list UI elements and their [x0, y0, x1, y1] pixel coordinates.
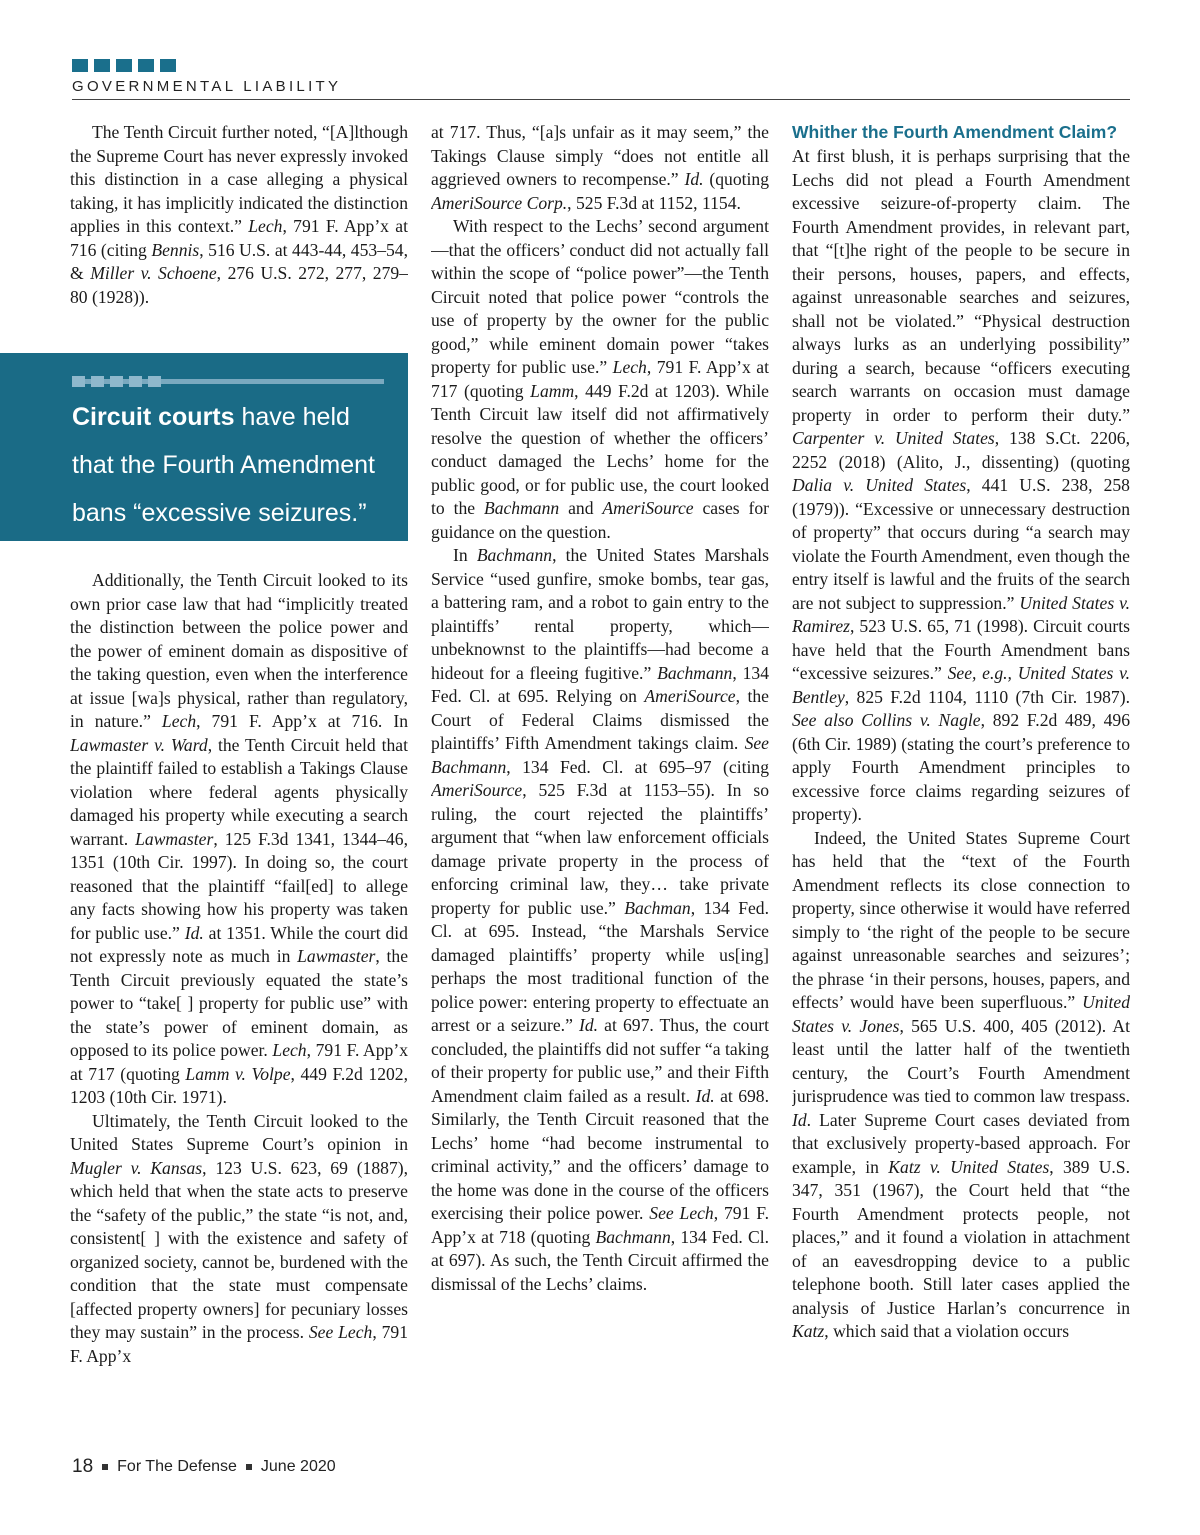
- text-run: at 698. Similarly, the Tenth Circuit reasoned that the Lechs’ home “had become instrumental to criminal activity,” and the officers’ damage to the home was done in the course of the officers exercising their police power.: [431, 1085, 769, 1223]
- page-footer: [72, 1456, 336, 1478]
- text-run: and: [559, 498, 603, 518]
- citation-italic: Bachmann: [476, 545, 553, 565]
- text-run: , 791 F. App’x at 717 (quoting: [431, 357, 769, 401]
- text-run: , 134 Fed. Cl. at 695. Relying on: [431, 662, 769, 706]
- citation-italic: Lech: [612, 357, 647, 377]
- citation-italic: Katz v. United States: [888, 1156, 1050, 1177]
- pull-quote-text: [72, 393, 392, 537]
- text-run: , 791 F. App’x at 716 (citing: [70, 216, 408, 260]
- text-run: Ultimately, the Tenth Circuit looked to the United States Supreme Court’s opinion in: [70, 1110, 408, 1154]
- text-run: , 525 F.3d at 1153–55). In so ruling, the court rejected the plaintiffs’ argument that “when law enforcement officials damage private property in the process of enforcing criminal law, they… take private property for public use.”: [431, 780, 769, 918]
- column-1-top: [70, 121, 408, 341]
- citation-italic: Id.: [579, 1015, 599, 1035]
- text-run: , the Tenth Circuit previously equated the state’s power to “take[ ] property for public use” with the state’s power of eminent domain, as opposed to its police power.: [70, 946, 408, 1060]
- citation-italic: Lawmaster: [135, 828, 214, 849]
- col3-paragraph-1: [792, 145, 1130, 827]
- text-run: , 138 S.Ct. 2206, 2252 (2018) (Alito, J., dissenting) (quoting: [792, 428, 1130, 472]
- text-run: (quoting: [703, 169, 769, 189]
- citation-italic: Lamm v. Volpe: [185, 1063, 291, 1084]
- text-run: Additionally, the Tenth Circuit looked to its own prior case law that had “implicitly treated the distinction between the police power and the power of eminent domain as dispositive of the taking question, even when the interference at issue [wa]s physical, rather than regulatory, in nature.”: [70, 570, 408, 731]
- citation-italic: Katz: [792, 1321, 825, 1341]
- text-run: cases for guidance on the question.: [431, 498, 769, 542]
- text-run: , 123 U.S. 623, 69 (1887), which held that when the state acts to preserve the “safety of the public,” the state “is not, and, consistent[ ] with the existence and safety of organized society, cannot be, burdened with the condition that the state must compensate [affected property owners] for pecuniary losses they may sustain” in the process.: [70, 1157, 408, 1342]
- text-run: , 565 U.S. 400, 405 (2012). At least until the latter half of the twentieth century, the Court’s Fourth Amendment jurisprudence was tied to common law trespass.: [792, 1015, 1130, 1106]
- text-run: , which said that a violation occurs: [824, 1321, 1070, 1341]
- citation-italic: Id.: [695, 1085, 715, 1106]
- text-run: In: [453, 545, 477, 565]
- citation-italic: AmeriSource: [644, 686, 736, 706]
- citation-italic: Lech: [272, 1040, 307, 1060]
- header-squares-icon: [72, 59, 176, 72]
- col1-paragraph-1: [70, 121, 408, 309]
- citation-italic: AmeriSource: [602, 498, 694, 518]
- text-run: , 791 F. App’x at 716. In: [196, 711, 408, 731]
- citation-italic: Lech: [248, 216, 283, 236]
- col1-paragraph-2: [70, 569, 408, 1110]
- section-heading: Whither the Fourth Amendment Claim?: [792, 122, 1118, 142]
- citation-italic: United States v. Ramirez: [792, 592, 1130, 636]
- citation-italic: Lawmaster: [297, 946, 376, 966]
- text-run: , 134 Fed. Cl. at 697). As such, the Tenth Circuit affirmed the dismissal of the Lechs’ claims.: [431, 1226, 769, 1294]
- text-run: , 892 F.2d 489, 496 (6th Cir. 1989) (stating the court’s preference to apply Fourth Amendment principles to excessive force claims regarding seizures of property).: [792, 710, 1130, 824]
- column-2: [431, 121, 769, 1439]
- citation-italic: See also Collins v. Nagle: [792, 710, 981, 730]
- citation-italic: Dalia v. United States: [792, 475, 967, 495]
- col2-paragraph-3: [431, 544, 769, 1296]
- text-run: at 697. Thus, the court concluded, the plaintiffs did not suffer “a taking of their property for public use,” and their Fifth Amendment claim failed as a result.: [431, 1015, 769, 1106]
- text-run: , 825 F.2d 1104, 1110 (7th Cir. 1987).: [844, 686, 1130, 707]
- text-run: , 134 Fed. Cl. at 695. Instead, “the Marshals Service damaged plaintiffs’ property while us[ing] perhaps the most traditional function of the police power: entering property to effectuate an arrest or a seizure.”: [431, 897, 769, 1035]
- text-run: , 389 U.S. 347, 351 (1967), the Court held that “the Fourth Amendment protects people, not places,” and it found a violation in attachment of an eavesdropping device to a public telephone booth. Still later cases applied the analysis of Justice Harlan’s concurrence in: [792, 1156, 1130, 1318]
- text-run: , 441 U.S. 238, 258 (1979)). “Excessive or unnecessary destruction of property” that occurs during “a search may violate the Fourth Amendment, even though the entry itself is lawful and the fruits of the search are not subject to suppression.”: [792, 475, 1130, 613]
- text-run: , 276 U.S. 272, 277, 279–80 (1928)).: [70, 263, 408, 307]
- col2-paragraph-1: [431, 121, 769, 215]
- text-run: , 125 F.3d 1341, 1344–46, 1351 (10th Cir. 1997). In doing so, the court reasoned that the plaintiff “fail[ed] to allege any facts showing how his property was taken for public use.”: [70, 828, 408, 943]
- text-run: , 791 F. App’x at 717 (quoting: [70, 1040, 408, 1084]
- section-title: GOVERNMENTAL LIABILITY: [72, 78, 342, 95]
- col3-paragraph-2: [792, 827, 1130, 1344]
- issue-date: June 2020: [260, 1458, 336, 1475]
- col2-paragraph-2: [431, 215, 769, 544]
- citation-italic: AmeriSource Corp.: [431, 192, 568, 213]
- citation-italic: Bachmann: [657, 662, 733, 683]
- callout-squares-icon: [72, 376, 161, 387]
- column-1-bottom: [70, 569, 408, 1439]
- header-rule: [72, 99, 1130, 100]
- text-run: , 525 F.3d at 1152, 1154.: [567, 192, 741, 213]
- citation-italic: Lamm: [530, 380, 575, 401]
- column-3: [792, 121, 1130, 1439]
- text-run: , 449 F.2d at 1203). While Tenth Circuit law itself did not affirmatively resolve the question of whether the officers’ conduct damaged the Lechs’ home for the public good, or for public use, the court looked to the: [431, 380, 769, 518]
- citation-italic: AmeriSource: [431, 780, 523, 800]
- citation-italic: Bachman: [624, 897, 691, 918]
- text-run: , 449 F.2d 1202, 1203 (10th Cir. 1971).: [70, 1063, 408, 1107]
- citation-italic: Id.: [684, 169, 704, 189]
- citation-italic: Bachmann: [595, 1226, 671, 1247]
- citation-italic: Carpenter v. United States: [792, 428, 995, 448]
- text-run: , 791 F. App’x: [70, 1322, 408, 1366]
- text-run: , 523 U.S. 65, 71 (1998). Circuit courts have held that the Fourth Amendment bans “excessive seizures.”: [792, 616, 1130, 683]
- col1-paragraph-3: [70, 1110, 408, 1369]
- citation-italic: Id: [792, 1109, 807, 1130]
- text-run: , 791 F. App’x at 718 (quoting: [431, 1203, 769, 1247]
- citation-italic: See Lech: [308, 1322, 373, 1342]
- text-run: , 516 U.S. at 443-44, 453–54, &: [70, 239, 408, 283]
- citation-italic: Bachmann: [483, 498, 560, 518]
- citation-italic: Mugler v. Kansas: [70, 1157, 203, 1178]
- text-run: With respect to the Lechs’ second argument—that the officers’ conduct did not actually fall within the scope of “police power”—the Tenth Circuit noted that police power “controls the use of property by the owner for the public good,” while eminent domain power “takes property for public use.”: [431, 216, 769, 377]
- citation-italic: Lech: [161, 711, 197, 731]
- citation-italic: Miller v. Schoene: [90, 263, 217, 283]
- pull-quote-bold: Circuit courts: [72, 403, 235, 431]
- text-run: at 1351. While the court did not expressly note as much in: [70, 922, 408, 966]
- text-run: , the Court of Federal Claims dismissed the plaintiffs’ Fifth Amendment takings claim.: [431, 686, 769, 753]
- text-run: at 717. Thus, “[a]s unfair as it may seem,” the Takings Clause simply “does not entitle all aggrieved owners to recompense.”: [431, 122, 769, 189]
- text-run: , the Tenth Circuit held that the plaintiff failed to establish a Takings Clause violation where federal agents physically damaged his property while executing a search warrant.: [70, 734, 408, 849]
- text-run: The Tenth Circuit further noted, “[A]lthough the Supreme Court has never expressly invoked this distinction in a case alleging a physical taking, it has implicitly indicated the distinction applies in this context.”: [70, 122, 408, 236]
- citation-italic: Lawmaster v. Ward: [70, 734, 208, 755]
- citation-italic: See Lech: [649, 1203, 714, 1223]
- bullet-square-icon: [246, 1464, 252, 1470]
- pull-quote-callout: [0, 353, 408, 541]
- publication-name: For The Defense: [117, 1458, 237, 1475]
- citation-italic: Id.: [184, 922, 204, 943]
- bullet-square-icon: [102, 1464, 108, 1470]
- text-run: Indeed, the United States Supreme Court has held that the “text of the Fourth Amendment reflects its close connection to property, since otherwise it would have referred simply to ‘the right of the people to be secure against unreasonable searches and seizures’; the phrase ‘in their persons, houses, papers, and effects’ would have been superfluous.”: [792, 827, 1130, 1012]
- text-run: , the United States Marshals Service “used gunfire, smoke bombs, tear gas, a battering ram, and a robot to gain entry to the plaintiffs’ rental property, which—unbeknownst to the plaintiffs—had become a hideout for a fleeing fugitive.”: [431, 545, 769, 683]
- citation-italic: United States v. Jones: [792, 992, 1130, 1036]
- pull-quote-rest: have held that the Fourth Amendment bans “excessive seizures.”: [72, 403, 375, 527]
- page-number: 18: [72, 1456, 94, 1477]
- citation-italic: See Bachmann: [431, 733, 769, 777]
- citation-italic: Bennis: [151, 239, 200, 260]
- citation-italic: See, e.g., United States v. Bentley: [792, 663, 1130, 707]
- text-run: . Later Supreme Court cases deviated from that exclusively property-based approach. For example, in: [792, 1109, 1130, 1177]
- text-run: , 134 Fed. Cl. at 695–97 (citing: [506, 756, 769, 777]
- text-run: At first blush, it is perhaps surprising that the Lechs did not plead a Fourth Amendment excessive seizure-of-property claim. The Fourth Amendment provides, in relevant part, that “[t]he right of the people to be secure in their persons, houses, papers, and effects, against unreasonable searches and seizures, shall not be violated.” “Physical destruction always lurks as an underlying possibility” during a search, because “officers executing search warrants on occasion must damage property in order to perform their duty.”: [792, 146, 1130, 425]
